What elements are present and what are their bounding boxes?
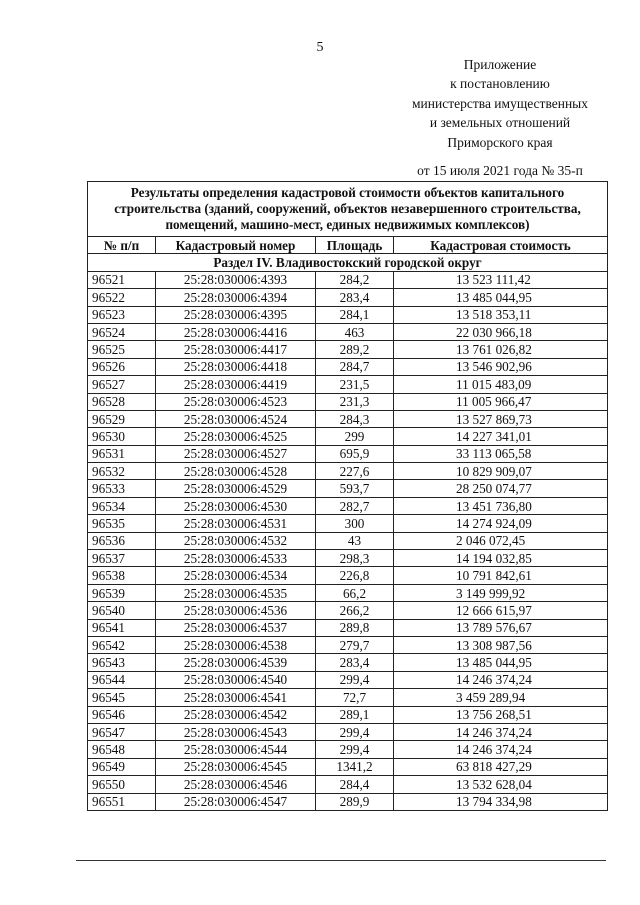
cadastral-number: 25:28:030006:4543 [156,723,316,740]
cadastral-number: 25:28:030006:4416 [156,323,316,340]
cadastral-cost: 14 194 032,85 [394,550,608,567]
area-value: 43 [316,532,394,549]
row-number: 96522 [88,289,156,306]
appendix-line: и земельных отношений [429,115,571,131]
cadastral-cost: 33 113 065,58 [394,445,608,462]
table-row [88,619,608,636]
area-value: 299,4 [316,671,394,688]
area-value: 284,3 [316,410,394,427]
table-row [88,706,608,723]
section-row [88,254,608,271]
header-num: № п/п [88,237,156,254]
cadastral-cost: 13 527 869,73 [394,410,608,427]
area-value: 298,3 [316,550,394,567]
cadastral-number: 25:28:030006:4540 [156,671,316,688]
appendix-line: министерства имущественных [412,95,588,111]
cadastral-cost: 3 459 289,94 [394,689,608,706]
area-value: 283,4 [316,289,394,306]
row-number: 96536 [88,532,156,549]
header-cadastral-number: Кадастровый номер [156,237,316,254]
row-number: 96524 [88,323,156,340]
cadastral-number: 25:28:030006:4394 [156,289,316,306]
row-number: 96521 [88,271,156,288]
cadastral-number: 25:28:030006:4534 [156,567,316,584]
appendix-line: к постановлению [450,76,550,92]
row-number: 96533 [88,480,156,497]
row-number: 96546 [88,706,156,723]
row-number: 96550 [88,776,156,793]
area-value: 227,6 [316,463,394,480]
row-number: 96530 [88,428,156,445]
area-value: 299,4 [316,741,394,758]
table-row [88,671,608,688]
row-number: 96526 [88,358,156,375]
table-row [88,584,608,601]
row-number: 96548 [88,741,156,758]
area-value: 282,7 [316,497,394,514]
cadastral-number: 25:28:030006:4536 [156,602,316,619]
cadastral-cost: 13 308 987,56 [394,636,608,653]
area-value: 289,2 [316,341,394,358]
cadastral-number: 25:28:030006:4417 [156,341,316,358]
area-value: 72,7 [316,689,394,706]
table-header-row [88,237,608,254]
row-number: 96543 [88,654,156,671]
cadastral-number: 25:28:030006:4419 [156,376,316,393]
area-value: 289,9 [316,793,394,810]
cadastral-number: 25:28:030006:4524 [156,410,316,427]
row-number: 96542 [88,636,156,653]
table-row [88,445,608,462]
row-number: 96537 [88,550,156,567]
table-title: Результаты определения кадастровой стоимости объектов капитального строительства (зданий, сооружений, объектов незавершенного строительства, помещений, машино-мест, единых недвижимых комплексов) [88,182,608,237]
area-value: 284,1 [316,306,394,323]
cadastral-cost: 28 250 074,77 [394,480,608,497]
cadastral-number: 25:28:030006:4530 [156,497,316,514]
cadastral-cost: 63 818 427,29 [394,758,608,775]
cadastral-number: 25:28:030006:4528 [156,463,316,480]
cadastral-cost: 14 246 374,24 [394,723,608,740]
area-value: 231,5 [316,376,394,393]
cadastral-cost: 13 794 334,98 [394,793,608,810]
row-number: 96541 [88,619,156,636]
row-number: 96531 [88,445,156,462]
cadastral-cost: 13 523 111,42 [394,271,608,288]
table-row [88,271,608,288]
cadastral-cost: 13 761 026,82 [394,341,608,358]
cadastral-cost: 13 451 736,80 [394,497,608,514]
cadastral-number: 25:28:030006:4541 [156,689,316,706]
row-number: 96551 [88,793,156,810]
cadastral-number: 25:28:030006:4527 [156,445,316,462]
area-value: 289,8 [316,619,394,636]
cadastral-number: 25:28:030006:4393 [156,271,316,288]
cadastral-cost: 13 485 044,95 [394,654,608,671]
row-number: 96523 [88,306,156,323]
cadastral-cost: 14 274 924,09 [394,515,608,532]
table-row [88,480,608,497]
cadastral-number: 25:28:030006:4533 [156,550,316,567]
row-number: 96544 [88,671,156,688]
row-number: 96528 [88,393,156,410]
row-number: 96538 [88,567,156,584]
cadastral-cost: 11 015 483,09 [394,376,608,393]
table-body [88,271,608,810]
area-value: 284,2 [316,271,394,288]
area-value: 231,3 [316,393,394,410]
cadastral-cost: 13 789 576,67 [394,619,608,636]
cadastral-cost: 3 149 999,92 [394,584,608,601]
table-row [88,689,608,706]
table-row [88,358,608,375]
cadastral-cost: 11 005 966,47 [394,393,608,410]
table-row [88,741,608,758]
area-value: 299,4 [316,723,394,740]
area-value: 283,4 [316,654,394,671]
cadastral-value-table [87,181,608,811]
cadastral-number: 25:28:030006:4542 [156,706,316,723]
area-value: 463 [316,323,394,340]
appendix-block [390,55,610,180]
cadastral-number: 25:28:030006:4537 [156,619,316,636]
area-value: 266,2 [316,602,394,619]
appendix-line: Приморского края [447,134,553,150]
cadastral-number: 25:28:030006:4418 [156,358,316,375]
table-row [88,515,608,532]
area-value: 300 [316,515,394,532]
cadastral-cost: 14 246 374,24 [394,671,608,688]
row-number: 96549 [88,758,156,775]
table-row [88,463,608,480]
cadastral-number: 25:28:030006:4531 [156,515,316,532]
table-row [88,306,608,323]
table-row [88,793,608,810]
cadastral-cost: 13 485 044,95 [394,289,608,306]
table-row [88,376,608,393]
table-row [88,428,608,445]
table-row [88,393,608,410]
page-number: 5 [316,40,324,55]
footer-divider [76,860,606,861]
area-value: 284,4 [316,776,394,793]
cadastral-number: 25:28:030006:4535 [156,584,316,601]
cadastral-number: 25:28:030006:4539 [156,654,316,671]
row-number: 96532 [88,463,156,480]
cadastral-cost: 13 518 353,11 [394,306,608,323]
cadastral-cost: 13 756 268,51 [394,706,608,723]
cadastral-number: 25:28:030006:4546 [156,776,316,793]
cadastral-cost: 10 829 909,07 [394,463,608,480]
cadastral-cost: 10 791 842,61 [394,567,608,584]
table-row [88,410,608,427]
table-row [88,289,608,306]
row-number: 96527 [88,376,156,393]
cadastral-number: 25:28:030006:4547 [156,793,316,810]
table-row [88,723,608,740]
area-value: 289,1 [316,706,394,723]
cadastral-cost: 14 246 374,24 [394,741,608,758]
appendix-line: Приложение [463,57,537,72]
table-row [88,602,608,619]
cadastral-cost: 13 532 628,04 [394,776,608,793]
cadastral-number: 25:28:030006:4532 [156,532,316,549]
appendix-date: от 15 июля 2021 года № 35-п [417,163,583,179]
cadastral-cost: 13 546 902,96 [394,358,608,375]
cadastral-number: 25:28:030006:4525 [156,428,316,445]
table-row [88,550,608,567]
table-row [88,776,608,793]
cadastral-cost: 12 666 615,97 [394,602,608,619]
table-row [88,323,608,340]
area-value: 279,7 [316,636,394,653]
area-value: 1341,2 [316,758,394,775]
table-row [88,567,608,584]
area-value: 284,7 [316,358,394,375]
area-value: 695,9 [316,445,394,462]
area-value: 299 [316,428,394,445]
cadastral-number: 25:28:030006:4545 [156,758,316,775]
row-number: 96534 [88,497,156,514]
row-number: 96529 [88,410,156,427]
cadastral-number: 25:28:030006:4544 [156,741,316,758]
row-number: 96545 [88,689,156,706]
row-number: 96540 [88,602,156,619]
cadastral-cost: 14 227 341,01 [394,428,608,445]
table-row [88,758,608,775]
row-number: 96535 [88,515,156,532]
cadastral-cost: 22 030 966,18 [394,323,608,340]
table-row [88,532,608,549]
table-row [88,654,608,671]
row-number: 96525 [88,341,156,358]
cadastral-number: 25:28:030006:4523 [156,393,316,410]
cadastral-number: 25:28:030006:4395 [156,306,316,323]
table-row [88,341,608,358]
area-value: 593,7 [316,480,394,497]
row-number: 96539 [88,584,156,601]
header-cadastral-cost: Кадастровая стоимость [394,237,608,254]
area-value: 226,8 [316,567,394,584]
header-area: Площадь [316,237,394,254]
cadastral-number: 25:28:030006:4529 [156,480,316,497]
table-title-row [88,182,608,237]
area-value: 66,2 [316,584,394,601]
table-row [88,497,608,514]
cadastral-cost: 2 046 072,45 [394,532,608,549]
table-row [88,636,608,653]
section-title: Раздел IV. Владивостокский городской округ [88,254,608,271]
row-number: 96547 [88,723,156,740]
cadastral-number: 25:28:030006:4538 [156,636,316,653]
